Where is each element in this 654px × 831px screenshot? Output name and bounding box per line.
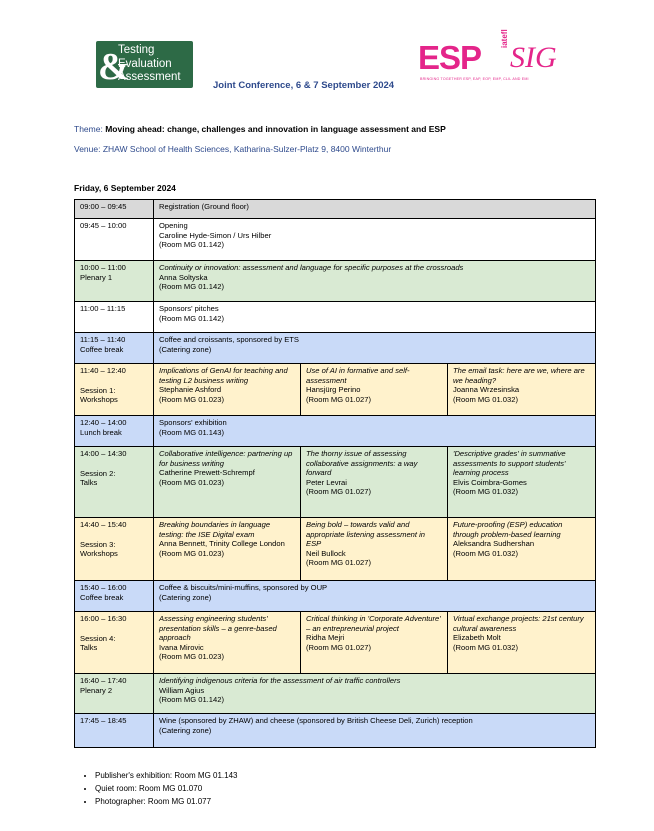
talk-speaker: Hansjürg Perino bbox=[306, 385, 361, 394]
talk-title: 'Descriptive grades' in summative assessments to support students' learning process bbox=[453, 449, 566, 477]
esp-logo-esp: ESP bbox=[418, 39, 482, 76]
talk-cell bbox=[301, 364, 448, 416]
talk-title: Being bold – towards valid and appropriate listening assessment in ESP bbox=[306, 520, 426, 548]
note-item: • Publisher's exhibition: Room MG 01.143 bbox=[95, 771, 238, 781]
event-title: Coffee & biscuits/mini-muffins, sponsored by OUP bbox=[159, 583, 328, 592]
event-cell: Registration (Ground floor) bbox=[154, 200, 596, 219]
tea-logo-ampersand: & bbox=[98, 46, 130, 88]
event-room: (Room MG 01.142) bbox=[159, 695, 224, 704]
slot-sublabel: Workshops bbox=[80, 549, 118, 558]
talk-cell bbox=[448, 364, 596, 416]
event-cell bbox=[154, 302, 596, 333]
talk-title: The thorny issue of assessing collaborative assignments: a way forward bbox=[306, 449, 418, 477]
event-title: Identifying indigenous criteria for the assessment of air traffic controllers bbox=[159, 676, 401, 685]
schedule-row-session-3 bbox=[75, 518, 596, 581]
slot-label: Lunch break bbox=[80, 427, 122, 437]
talk-room: (Room MG 01.027) bbox=[306, 394, 371, 404]
time-value: 11:15 – 11:40 bbox=[80, 335, 126, 344]
schedule-row-opening bbox=[75, 219, 596, 261]
event-room: (Room MG 01.142) bbox=[159, 240, 224, 249]
tea-logo-line1: Testing bbox=[118, 44, 155, 56]
talk-room: (Room MG 01.027) bbox=[306, 642, 371, 652]
time-cell: 09:45 – 10:00 bbox=[75, 219, 154, 261]
esp-logo-tagline: BRINGING TOGETHER ESP, EAP, EOP, EMP, CLIL AND EMI bbox=[420, 77, 529, 81]
talk-cell bbox=[154, 447, 301, 518]
talk-room: (Room MG 01.023) bbox=[159, 477, 224, 487]
time-cell: 17:45 – 18:45 bbox=[75, 714, 154, 748]
time-value: 16:00 – 16:30 bbox=[80, 614, 127, 623]
time-value: 15:40 – 16:00 bbox=[80, 583, 127, 592]
talk-cell bbox=[154, 364, 301, 416]
schedule-row-session-2 bbox=[75, 447, 596, 518]
conference-title: Joint Conference, 6 & 7 September 2024 bbox=[213, 80, 395, 91]
venue-line: Venue: ZHAW School of Health Sciences, Katharina-Sulzer-Platz 9, 8400 Winterthur bbox=[74, 144, 392, 154]
event-cell bbox=[154, 219, 596, 261]
time-value: 14:00 – 14:30 bbox=[80, 449, 127, 458]
talk-title: Virtual exchange projects: 21st century cultural awareness bbox=[453, 614, 584, 633]
time-cell bbox=[75, 416, 154, 447]
talk-speaker: Ivana Mirovic bbox=[159, 642, 204, 652]
talk-speaker: Anna Bennett, Trinity College London bbox=[159, 539, 285, 548]
theme-label: Theme: bbox=[74, 124, 103, 134]
talk-room: (Room MG 01.027) bbox=[306, 487, 371, 496]
slot-label: Plenary 2 bbox=[80, 685, 113, 695]
talk-room: (Room MG 01.023) bbox=[159, 394, 224, 404]
talk-cell bbox=[448, 612, 596, 674]
event-speaker: Anna Soltyska bbox=[159, 272, 208, 282]
schedule-row-registration bbox=[75, 200, 596, 219]
time-value: 12:40 – 14:00 bbox=[80, 418, 127, 427]
event-speakers: Caroline Hyde-Simon / Urs Hilber bbox=[159, 230, 272, 240]
event-cell bbox=[154, 674, 596, 714]
talk-speaker: Neil Bullock bbox=[306, 548, 346, 558]
esp-sig-logo bbox=[418, 29, 568, 84]
time-cell bbox=[75, 447, 154, 518]
talk-title: Future-proofing (ESP) education through problem-based learning bbox=[453, 520, 563, 539]
slot-sublabel: Talks bbox=[80, 478, 98, 487]
slot-label: Coffee break bbox=[80, 592, 124, 602]
talk-title: The email task: here are we, where are we heading? bbox=[453, 366, 585, 385]
schedule-row-plenary-2 bbox=[75, 674, 596, 714]
talk-speaker: Elvis Coimbra-Gomes bbox=[453, 477, 527, 487]
talk-room: (Room MG 01.027) bbox=[306, 558, 371, 567]
event-room: (Catering zone) bbox=[159, 725, 212, 735]
notes-list bbox=[95, 771, 238, 810]
talk-cell bbox=[448, 447, 596, 518]
event-title: Wine (sponsored by ZHAW) and cheese (sponsored by British Cheese Deli, Zurich) reception bbox=[159, 716, 473, 725]
time-cell bbox=[75, 261, 154, 302]
talk-cell bbox=[301, 518, 448, 581]
talk-cell bbox=[154, 518, 301, 581]
day-heading: Friday, 6 September 2024 bbox=[74, 183, 176, 193]
event-title: Sponsors' exhibition bbox=[159, 418, 227, 427]
event-cell bbox=[154, 714, 596, 748]
esp-logo-iatefl: iatefl bbox=[500, 29, 509, 48]
time-value: 16:40 – 17:40 bbox=[80, 676, 127, 685]
slot-sublabel: Talks bbox=[80, 643, 98, 652]
event-cell bbox=[154, 581, 596, 612]
event-cell bbox=[154, 416, 596, 447]
time-cell bbox=[75, 518, 154, 581]
event-room: (Room MG 01.143) bbox=[159, 427, 224, 437]
talk-cell bbox=[301, 447, 448, 518]
event-room: (Catering zone) bbox=[159, 344, 212, 354]
talk-speaker: Ridha Mejri bbox=[306, 633, 345, 642]
event-room: (Catering zone) bbox=[159, 592, 212, 602]
slot-label: Plenary 1 bbox=[80, 272, 113, 282]
talk-speaker: Peter Levrai bbox=[306, 477, 347, 487]
talk-room: (Room MG 01.032) bbox=[453, 548, 518, 558]
talk-cell bbox=[448, 518, 596, 581]
talk-room: (Room MG 01.032) bbox=[453, 642, 518, 652]
slot-label: Session 1: bbox=[80, 385, 116, 395]
talk-title: Implications of GenAI for teaching and testing L2 business writing bbox=[159, 366, 288, 385]
schedule-row-session-1 bbox=[75, 364, 596, 416]
tea-logo bbox=[96, 41, 193, 88]
time-value: 10:00 – 11:00 bbox=[80, 263, 126, 272]
event-speaker: William Agius bbox=[159, 685, 205, 695]
time-cell: 11:00 – 11:15 bbox=[75, 302, 154, 333]
schedule-row-plenary-1 bbox=[75, 261, 596, 302]
time-cell bbox=[75, 612, 154, 674]
schedule-row-coffee-1 bbox=[75, 333, 596, 364]
talk-cell bbox=[154, 612, 301, 674]
time-cell bbox=[75, 581, 154, 612]
note-item: • Photographer: Room MG 01.077 bbox=[95, 797, 238, 807]
time-cell: 09:00 – 09:45 bbox=[75, 200, 154, 219]
talk-speaker: Stephanie Ashford bbox=[159, 385, 222, 394]
talk-cell bbox=[301, 612, 448, 674]
tea-logo-line2: Evaluation bbox=[118, 57, 172, 70]
talk-title: Collaborative intelligence: partnering up for business writing bbox=[159, 449, 293, 468]
talk-speaker: Aleksandra Sudhershan bbox=[453, 539, 535, 548]
talk-title: Assessing engineering students' presentation skills – a genre-based approach bbox=[159, 614, 277, 642]
talk-room: (Room MG 01.032) bbox=[453, 487, 518, 496]
talk-title: Use of AI in formative and self-assessment bbox=[306, 366, 410, 385]
event-room: (Room MG 01.142) bbox=[159, 313, 224, 323]
slot-label: Coffee break bbox=[80, 344, 124, 354]
event-title: Opening bbox=[159, 221, 188, 230]
tea-logo-line3: Assessment bbox=[118, 71, 181, 83]
schedule-table bbox=[74, 199, 596, 748]
event-room: (Room MG 01.142) bbox=[159, 282, 224, 291]
event-cell bbox=[154, 261, 596, 302]
talk-title: Critical thinking in 'Corporate Adventure' – an entrepreneurial project bbox=[306, 614, 441, 633]
schedule-row-reception bbox=[75, 714, 596, 748]
event-title: Coffee and croissants, sponsored by ETS bbox=[159, 335, 299, 344]
tea-logo-text bbox=[118, 44, 181, 85]
slot-label: Session 2: bbox=[80, 468, 116, 478]
schedule-row-lunch bbox=[75, 416, 596, 447]
talk-room: (Room MG 01.023) bbox=[159, 548, 224, 558]
talk-speaker: Elizabeth Molt bbox=[453, 633, 501, 642]
time-value: 11:40 – 12:40 bbox=[80, 366, 126, 375]
talk-room: (Room MG 01.023) bbox=[159, 652, 224, 661]
event-title: Sponsors' pitches bbox=[159, 304, 219, 313]
event-title: Continuity or innovation: assessment and language for specific purposes at the crossroads bbox=[159, 263, 464, 272]
slot-label: Session 3: bbox=[80, 539, 116, 549]
esp-logo-sig: SIG bbox=[510, 41, 557, 74]
talk-title: Breaking boundaries in language testing: the ISE Digital exam bbox=[159, 520, 271, 539]
talk-room: (Room MG 01.032) bbox=[453, 394, 518, 404]
time-cell bbox=[75, 674, 154, 714]
time-cell bbox=[75, 333, 154, 364]
slot-label: Session 4: bbox=[80, 633, 116, 643]
theme-line bbox=[74, 124, 446, 134]
talk-speaker: Joanna Wrzesinska bbox=[453, 385, 520, 394]
time-value: 14:40 – 15:40 bbox=[80, 520, 127, 529]
theme-text: Moving ahead: change, challenges and innovation in language assessment and ESP bbox=[105, 124, 446, 134]
schedule-row-sponsors-pitches bbox=[75, 302, 596, 333]
note-item: • Quiet room: Room MG 01.070 bbox=[95, 784, 238, 794]
schedule-row-coffee-2 bbox=[75, 581, 596, 612]
slot-sublabel: Workshops bbox=[80, 395, 118, 404]
event-cell bbox=[154, 333, 596, 364]
schedule-row-session-4 bbox=[75, 612, 596, 674]
time-cell bbox=[75, 364, 154, 416]
talk-speaker: Catherine Prewett-Schrempf bbox=[159, 468, 255, 477]
